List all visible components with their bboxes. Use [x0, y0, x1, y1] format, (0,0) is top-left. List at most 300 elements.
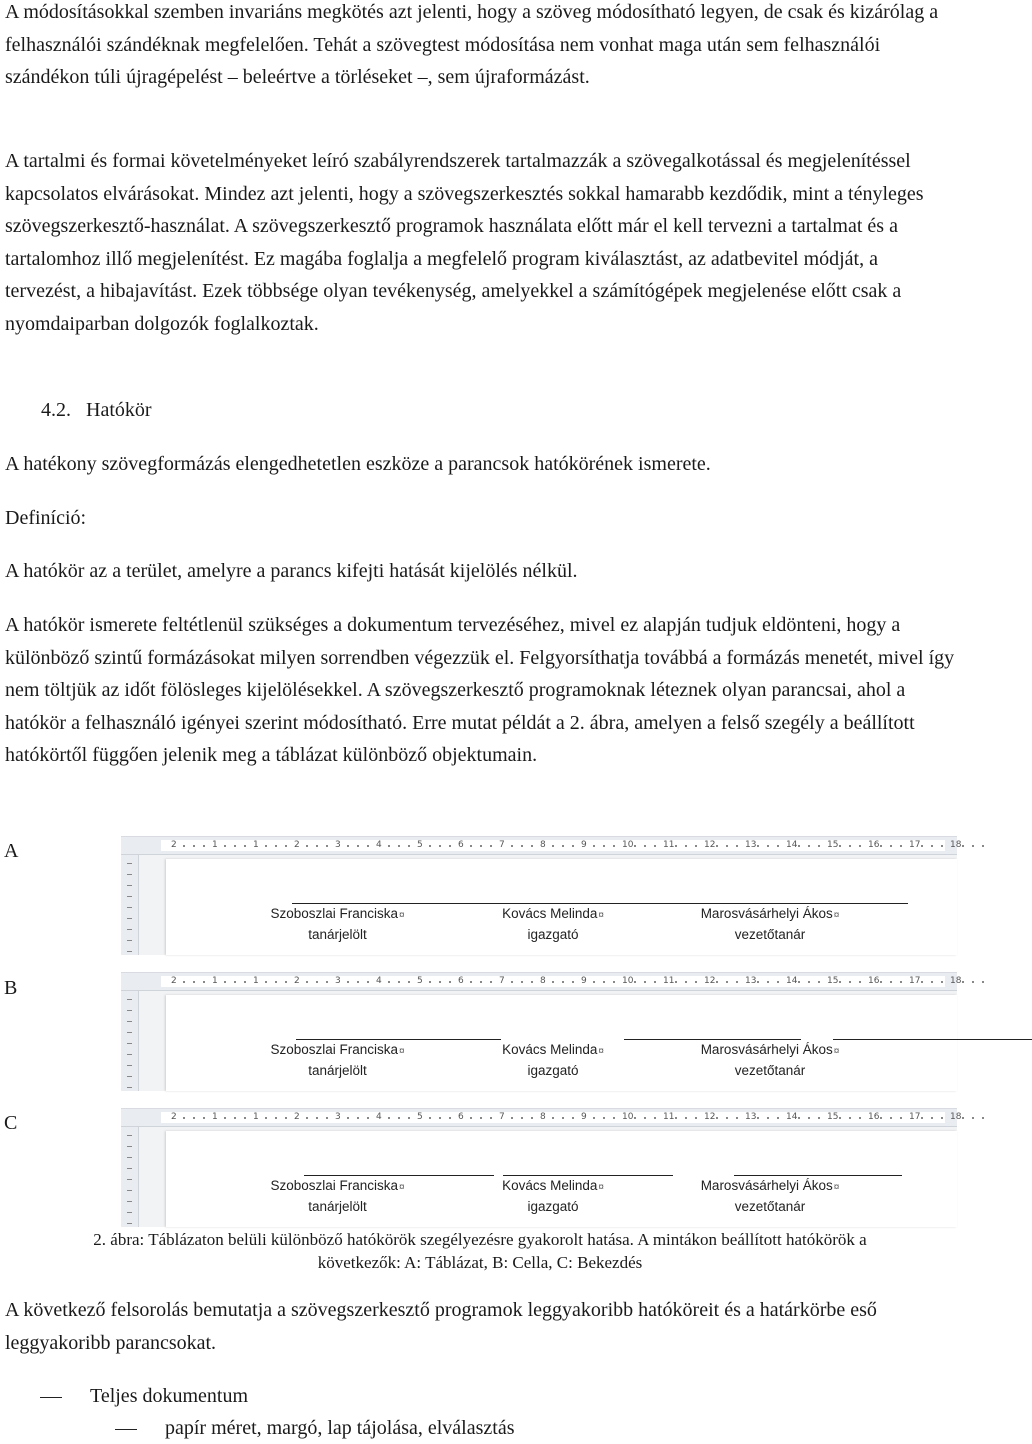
ruler-tick: [654, 845, 656, 847]
ruler-tick: [757, 981, 759, 983]
cell-role: igazgató: [527, 1199, 579, 1214]
ruler-tick: [921, 1117, 923, 1119]
ruler-number: 4: [376, 976, 382, 986]
word-screenshot-panel: [121, 1108, 962, 1227]
ruler-tick: [798, 845, 800, 847]
ruler-number: 16: [868, 976, 880, 986]
ruler-number: 18: [950, 976, 962, 986]
vertical-ruler: [121, 1127, 139, 1227]
ruler-number: 9: [581, 1112, 587, 1122]
ruler-tick: [439, 1117, 441, 1119]
ruler-tick: [767, 845, 769, 847]
ruler-tick: [593, 1117, 595, 1119]
ruler-tick: [603, 845, 605, 847]
ruler-tick: [275, 845, 277, 847]
ruler-tick: [921, 981, 923, 983]
cell-end-mark: ¤: [598, 1182, 604, 1193]
ruler-tick: [849, 1117, 851, 1119]
ruler-tick: [127, 1146, 132, 1147]
ruler-tick: [777, 1117, 779, 1119]
ruler-tick: [470, 1117, 472, 1119]
table-cell: [478, 904, 628, 944]
ruler-tick: [127, 1223, 132, 1224]
ruler-tick: [127, 1032, 132, 1033]
ruler-tick: [921, 845, 923, 847]
ruler-number: 7: [499, 840, 505, 850]
ruler-number: 7: [499, 1112, 505, 1122]
ruler-tick: [654, 981, 656, 983]
ruler-tick: [127, 1201, 132, 1202]
horizontal-ruler: [121, 1109, 962, 1127]
ruler-number: 1: [212, 840, 218, 850]
ruler-tick: [818, 1117, 820, 1119]
cell-end-mark: ¤: [598, 910, 604, 921]
ruler-tick: [127, 1212, 132, 1213]
ruler-tick: [941, 1117, 943, 1119]
cell-end-mark: ¤: [833, 910, 840, 921]
ruler-number: 11: [663, 976, 675, 986]
ruler-tick: [449, 981, 451, 983]
cell-name: Kovács Melinda: [502, 1042, 598, 1057]
section-number: 4.2.: [41, 399, 71, 421]
cell-name: Szoboszlai Franciska: [270, 906, 398, 921]
ruler-number: 14: [786, 840, 798, 850]
cell-role: vezetőtanár: [734, 1063, 806, 1078]
ruler-tick: [127, 929, 132, 930]
cell-name-line: [680, 904, 860, 925]
ruler-tick: [439, 845, 441, 847]
ruler-number: 2: [294, 1112, 300, 1122]
list-item-level-1: [40, 1383, 248, 1409]
ruler-tick: [644, 981, 646, 983]
cell-name-line: [250, 1040, 425, 1061]
ruler-number: 4: [376, 1112, 382, 1122]
ruler-tick: [572, 1117, 574, 1119]
ruler-tick: [634, 981, 636, 983]
ruler-tick: [480, 1117, 482, 1119]
word-screenshot-panel: [121, 972, 962, 1091]
ruler-tick: [439, 981, 441, 983]
horizontal-ruler: [121, 973, 962, 991]
vertical-ruler: [121, 991, 139, 1091]
ruler-tick: [613, 845, 615, 847]
ruler-tick: [880, 1117, 882, 1119]
cell-role: tanárjelölt: [308, 1063, 367, 1078]
ruler-tick: [900, 845, 902, 847]
cell-role: vezetőtanár: [734, 927, 806, 942]
ruler-tick: [480, 845, 482, 847]
ruler-tick: [183, 845, 185, 847]
ruler-tick: [285, 845, 287, 847]
cell-role: tanárjelölt: [308, 1199, 367, 1214]
ruler-tick: [716, 981, 718, 983]
ruler-tick: [275, 981, 277, 983]
ruler-tick: [736, 845, 738, 847]
ruler-tick: [490, 845, 492, 847]
ruler-number: 3: [335, 840, 341, 850]
ruler-tick: [429, 1117, 431, 1119]
ruler-tick: [531, 981, 533, 983]
ruler-tick: [726, 981, 728, 983]
ruler-tick: [962, 1117, 964, 1119]
ruler-number: 8: [540, 840, 546, 850]
ruler-tick: [265, 845, 267, 847]
ruler-tick: [244, 1117, 246, 1119]
ruler-tick: [736, 981, 738, 983]
figure-caption: [0, 1228, 960, 1274]
table-cell: [250, 1176, 425, 1216]
ruler-tick: [265, 981, 267, 983]
cell-name-line: [250, 1176, 425, 1197]
ruler-tick: [890, 981, 892, 983]
ruler-tick: [326, 981, 328, 983]
ruler-tick: [244, 845, 246, 847]
ruler-number: 8: [540, 1112, 546, 1122]
ruler-tick: [127, 940, 132, 941]
ruler-number: 11: [663, 840, 675, 850]
ruler-number: 17: [909, 1112, 921, 1122]
ruler-tick: [982, 845, 984, 847]
ruler-number: 9: [581, 840, 587, 850]
cell-name: Kovács Melinda: [502, 906, 598, 921]
ruler-tick: [685, 1117, 687, 1119]
ruler-tick: [757, 845, 759, 847]
ruler-tick: [203, 845, 205, 847]
ruler-tick: [644, 845, 646, 847]
ruler-number: 12: [704, 1112, 716, 1122]
ruler-tick: [127, 896, 132, 897]
ruler-tick: [127, 874, 132, 875]
ruler-tick: [244, 981, 246, 983]
ruler-tick: [367, 981, 369, 983]
ruler-tick: [480, 981, 482, 983]
ruler-tick: [511, 845, 513, 847]
ruler-number: 10: [622, 840, 634, 850]
ruler-number: 12: [704, 976, 716, 986]
ruler-number: 1: [212, 1112, 218, 1122]
ruler-number: 14: [786, 976, 798, 986]
section-heading: [41, 397, 152, 423]
ruler-number: 11: [663, 1112, 675, 1122]
ruler-tick: [972, 845, 974, 847]
ruler-tick: [890, 845, 892, 847]
ruler-tick: [347, 1117, 349, 1119]
ruler-tick: [675, 845, 677, 847]
ruler-tick: [900, 1117, 902, 1119]
ruler-tick: [127, 951, 132, 952]
ruler-number: 15: [827, 840, 839, 850]
ruler-number: 4: [376, 840, 382, 850]
ruler-tick: [449, 845, 451, 847]
ruler-tick: [398, 1117, 400, 1119]
ruler-tick: [127, 1021, 132, 1022]
ruler-tick: [127, 1054, 132, 1055]
ruler-tick: [388, 981, 390, 983]
ruler-tick: [839, 1117, 841, 1119]
ruler-tick: [127, 1157, 132, 1158]
ruler-tick: [306, 1117, 308, 1119]
ruler-tick: [941, 981, 943, 983]
ruler-number: 6: [458, 1112, 464, 1122]
paragraph-requirements: A tartalmi és formai követelményeket leíró szabályrendszerek tartalmazzák a szövegalkotással és megjelenítéssel kapcsolatos elvárásokat. Mindez azt jelenti, hogy a szövegszerkesztés sokkal hamarabb kezdődik, mint a tényleges szövegszerkesztő-használat. A szövegszerkesztő programok használata előtt már el kell tervezni a tartalmat és a tartalomhoz illő megjelenítést. Ez magába foglalja a megfelelő program kiválasztást, az adatbevitel módját, a tervezést, a hibajavítást. Ezek többsége olyan tevékenység, amelyekkel a számítógépek megjelenése előtt csak a nyomdaiparban dolgozók foglalkoztak.: [5, 150, 924, 335]
ruler-tick: [900, 981, 902, 983]
ruler-number: 16: [868, 840, 880, 850]
ruler-tick: [849, 845, 851, 847]
ruler-tick: [972, 981, 974, 983]
ruler-tick: [859, 981, 861, 983]
ruler-tick: [808, 845, 810, 847]
ruler-number: 1: [253, 1112, 259, 1122]
ruler-tick: [818, 981, 820, 983]
cell-name: Marosvásárhelyi Ákos: [700, 1178, 833, 1193]
horizontal-ruler: [121, 837, 962, 855]
ruler-number: 14: [786, 1112, 798, 1122]
ruler-tick: [193, 1117, 195, 1119]
ruler-tick: [777, 845, 779, 847]
cell-name: Szoboszlai Franciska: [270, 1178, 398, 1193]
panel-label: C: [4, 1112, 18, 1134]
ruler-tick: [931, 845, 933, 847]
ruler-tick: [127, 1190, 132, 1191]
ruler-tick: [127, 863, 132, 864]
ruler-tick: [931, 1117, 933, 1119]
cell-name: Kovács Melinda: [502, 1178, 598, 1193]
ruler-tick: [127, 918, 132, 919]
paragraph-scope: A hatókör ismerete feltétlenül szükséges a dokumentum tervezéséhez, mivel ez alapján tudjuk eldönteni, hogy a különböző szintű formázásokat milyen sorrendben végezzük el. Felgyorsíthatja továbbá a formázás menetét, mivel így nem töltjük az időt fölösleges kijelölésekkel. A szövegszerkesztő programoknak léteznek olyan parancsai, ahol a hatókör a felhasználó igényei szerint módosítható. Erre mutat példát a 2. ábra, amelyen a felső szegély a beállított hatókörtől függően jelenik meg a táblázat különböző objektumain.: [5, 614, 955, 766]
caption-line-1: 2. ábra: Táblázaton belüli különböző hatókörök szegélyezésre gyakorolt hatása. A mintákon beállított hatókörök a: [93, 1230, 867, 1249]
ruler-tick: [849, 981, 851, 983]
ruler-tick: [203, 1117, 205, 1119]
ruler-number: 16: [868, 1112, 880, 1122]
ruler-tick: [839, 845, 841, 847]
table-cell: [680, 1176, 860, 1216]
ruler-number: 17: [909, 976, 921, 986]
caption-line-2: következők: A: Táblázat, B: Cella, C: Bekezdés: [317, 1253, 643, 1272]
ruler-number: 2: [171, 840, 177, 850]
cell-name: Marosvásárhelyi Ákos: [700, 1042, 833, 1057]
ruler-tick: [183, 981, 185, 983]
ruler-number: 6: [458, 840, 464, 850]
ruler-number: 1: [253, 976, 259, 986]
cell-end-mark: ¤: [833, 1182, 840, 1193]
table-cell: [478, 1040, 628, 1080]
ruler-tick: [654, 1117, 656, 1119]
ruler-tick: [347, 845, 349, 847]
cell-name-line: [478, 904, 628, 925]
ruler-tick: [521, 1117, 523, 1119]
ruler-tick: [593, 845, 595, 847]
ruler-tick: [552, 845, 554, 847]
ruler-tick: [603, 1117, 605, 1119]
ruler-tick: [398, 981, 400, 983]
ruler-tick: [572, 981, 574, 983]
ruler-number: 3: [335, 1112, 341, 1122]
ruler-tick: [265, 1117, 267, 1119]
cell-role: igazgató: [527, 1063, 579, 1078]
ruler-tick: [127, 1135, 132, 1136]
ruler-tick: [521, 845, 523, 847]
ruler-number: 12: [704, 840, 716, 850]
ruler-tick: [716, 1117, 718, 1119]
ruler-tick: [127, 1087, 132, 1088]
ruler-number: 5: [417, 976, 423, 986]
ruler-tick: [275, 1117, 277, 1119]
ruler-tick: [972, 1117, 974, 1119]
ruler-tick: [685, 981, 687, 983]
table-cell: [478, 1176, 628, 1216]
ruler-tick: [562, 981, 564, 983]
ruler-number: 2: [171, 1112, 177, 1122]
ruler-tick: [593, 981, 595, 983]
ruler-tick: [449, 1117, 451, 1119]
ruler-number: 2: [294, 840, 300, 850]
paragraph-invariance: A módosításokkal szemben invariáns megkötés azt jelenti, hogy a szöveg módosítható legyen, de csak és kizárólag a felhasználói szándéknak megfelelően. Tehát a szövegtest módosítása nem vonhat maga után sem felhasználói szándékon túli újragépelést – beleértve a törléseket –, sem újraformázást.: [5, 1, 939, 88]
ruler-tick: [767, 981, 769, 983]
ruler-tick: [234, 981, 236, 983]
ruler-tick: [357, 845, 359, 847]
ruler-tick: [127, 1065, 132, 1066]
cell-name-line: [680, 1176, 860, 1197]
cell-name: Szoboszlai Franciska: [270, 1042, 398, 1057]
ruler-tick: [675, 981, 677, 983]
ruler-tick: [511, 1117, 513, 1119]
ruler-tick: [798, 981, 800, 983]
ruler-number: 13: [745, 840, 757, 850]
ruler-tick: [716, 845, 718, 847]
ruler-number: 17: [909, 840, 921, 850]
ruler-tick: [193, 845, 195, 847]
ruler-tick: [521, 981, 523, 983]
ruler-tick: [127, 1043, 132, 1044]
cell-name-line: [478, 1040, 628, 1061]
ruler-tick: [193, 981, 195, 983]
ruler-number: 10: [622, 976, 634, 986]
panel-label: A: [4, 840, 19, 862]
ruler-tick: [572, 845, 574, 847]
intro-sentence: A hatékony szövegformázás elengedhetetlen eszköze a parancsok hatókörének ismerete.: [5, 453, 711, 475]
ruler-tick: [808, 981, 810, 983]
ruler-tick: [767, 1117, 769, 1119]
ruler-tick: [552, 981, 554, 983]
cell-name-line: [250, 904, 425, 925]
ruler-tick: [306, 981, 308, 983]
cell-end-mark: ¤: [399, 1046, 405, 1057]
ruler-tick: [859, 1117, 861, 1119]
ruler-tick: [316, 1117, 318, 1119]
ruler-tick: [224, 981, 226, 983]
ruler-tick: [726, 1117, 728, 1119]
ruler-number: 2: [294, 976, 300, 986]
ruler-number: 5: [417, 840, 423, 850]
ruler-tick: [127, 1076, 132, 1077]
ruler-tick: [880, 981, 882, 983]
ruler-number: 10: [622, 1112, 634, 1122]
ruler-tick: [234, 1117, 236, 1119]
ruler-tick: [285, 981, 287, 983]
ruler-tick: [962, 845, 964, 847]
ruler-number: 8: [540, 976, 546, 986]
ruler-tick: [603, 981, 605, 983]
ruler-tick: [127, 907, 132, 908]
ruler-number: 3: [335, 976, 341, 986]
ruler-number: 1: [253, 840, 259, 850]
ruler-tick: [388, 845, 390, 847]
cell-name-line: [680, 1040, 860, 1061]
ruler-tick: [408, 845, 410, 847]
ruler-tick: [798, 1117, 800, 1119]
ruler-tick: [675, 1117, 677, 1119]
ruler-tick: [326, 1117, 328, 1119]
ruler-tick: [562, 1117, 564, 1119]
ruler-tick: [890, 1117, 892, 1119]
ruler-number: 6: [458, 976, 464, 986]
ruler-tick: [982, 981, 984, 983]
ruler-tick: [367, 1117, 369, 1119]
ruler-tick: [880, 845, 882, 847]
ruler-tick: [203, 981, 205, 983]
ruler-tick: [398, 845, 400, 847]
ruler-tick: [685, 845, 687, 847]
ruler-tick: [695, 981, 697, 983]
ruler-tick: [326, 845, 328, 847]
ruler-tick: [490, 981, 492, 983]
document-canvas: [166, 1131, 957, 1227]
ruler-tick: [695, 845, 697, 847]
ruler-tick: [644, 1117, 646, 1119]
word-screenshot-panel: [121, 836, 962, 955]
table-cell: [680, 1040, 860, 1080]
ruler-tick: [127, 999, 132, 1000]
ruler-tick: [839, 981, 841, 983]
ruler-tick: [490, 1117, 492, 1119]
ruler-tick: [367, 845, 369, 847]
ruler-tick: [127, 1010, 132, 1011]
ruler-number: 1: [212, 976, 218, 986]
ruler-number: 15: [827, 976, 839, 986]
cell-name-line: [478, 1176, 628, 1197]
ruler-number: 7: [499, 976, 505, 986]
ruler-tick: [357, 981, 359, 983]
list-item-text: Teljes dokumentum: [90, 1385, 249, 1407]
ruler-number: 9: [581, 976, 587, 986]
ruler-tick: [357, 1117, 359, 1119]
ruler-tick: [127, 1179, 132, 1180]
cell-end-mark: ¤: [399, 1182, 405, 1193]
list-item-level-2: [115, 1415, 515, 1441]
ruler-number: 15: [827, 1112, 839, 1122]
vertical-ruler: [121, 855, 139, 955]
ruler-tick: [429, 981, 431, 983]
cell-role: vezetőtanár: [734, 1199, 806, 1214]
definition-text: A hatókör az a terület, amelyre a parancs kifejti hatását kijelölés nélkül.: [5, 560, 578, 582]
ruler-tick: [777, 981, 779, 983]
ruler-number: 18: [950, 840, 962, 850]
ruler-tick: [127, 885, 132, 886]
ruler-tick: [757, 1117, 759, 1119]
dash-bullet: [40, 1397, 62, 1398]
ruler-tick: [285, 1117, 287, 1119]
ruler-tick: [562, 845, 564, 847]
section-title: Hatókör: [86, 399, 152, 421]
ruler-tick: [234, 845, 236, 847]
ruler-tick: [695, 1117, 697, 1119]
ruler-tick: [818, 845, 820, 847]
ruler-tick: [183, 1117, 185, 1119]
ruler-tick: [962, 981, 964, 983]
ruler-tick: [316, 981, 318, 983]
ruler-tick: [634, 1117, 636, 1119]
ruler-tick: [634, 845, 636, 847]
